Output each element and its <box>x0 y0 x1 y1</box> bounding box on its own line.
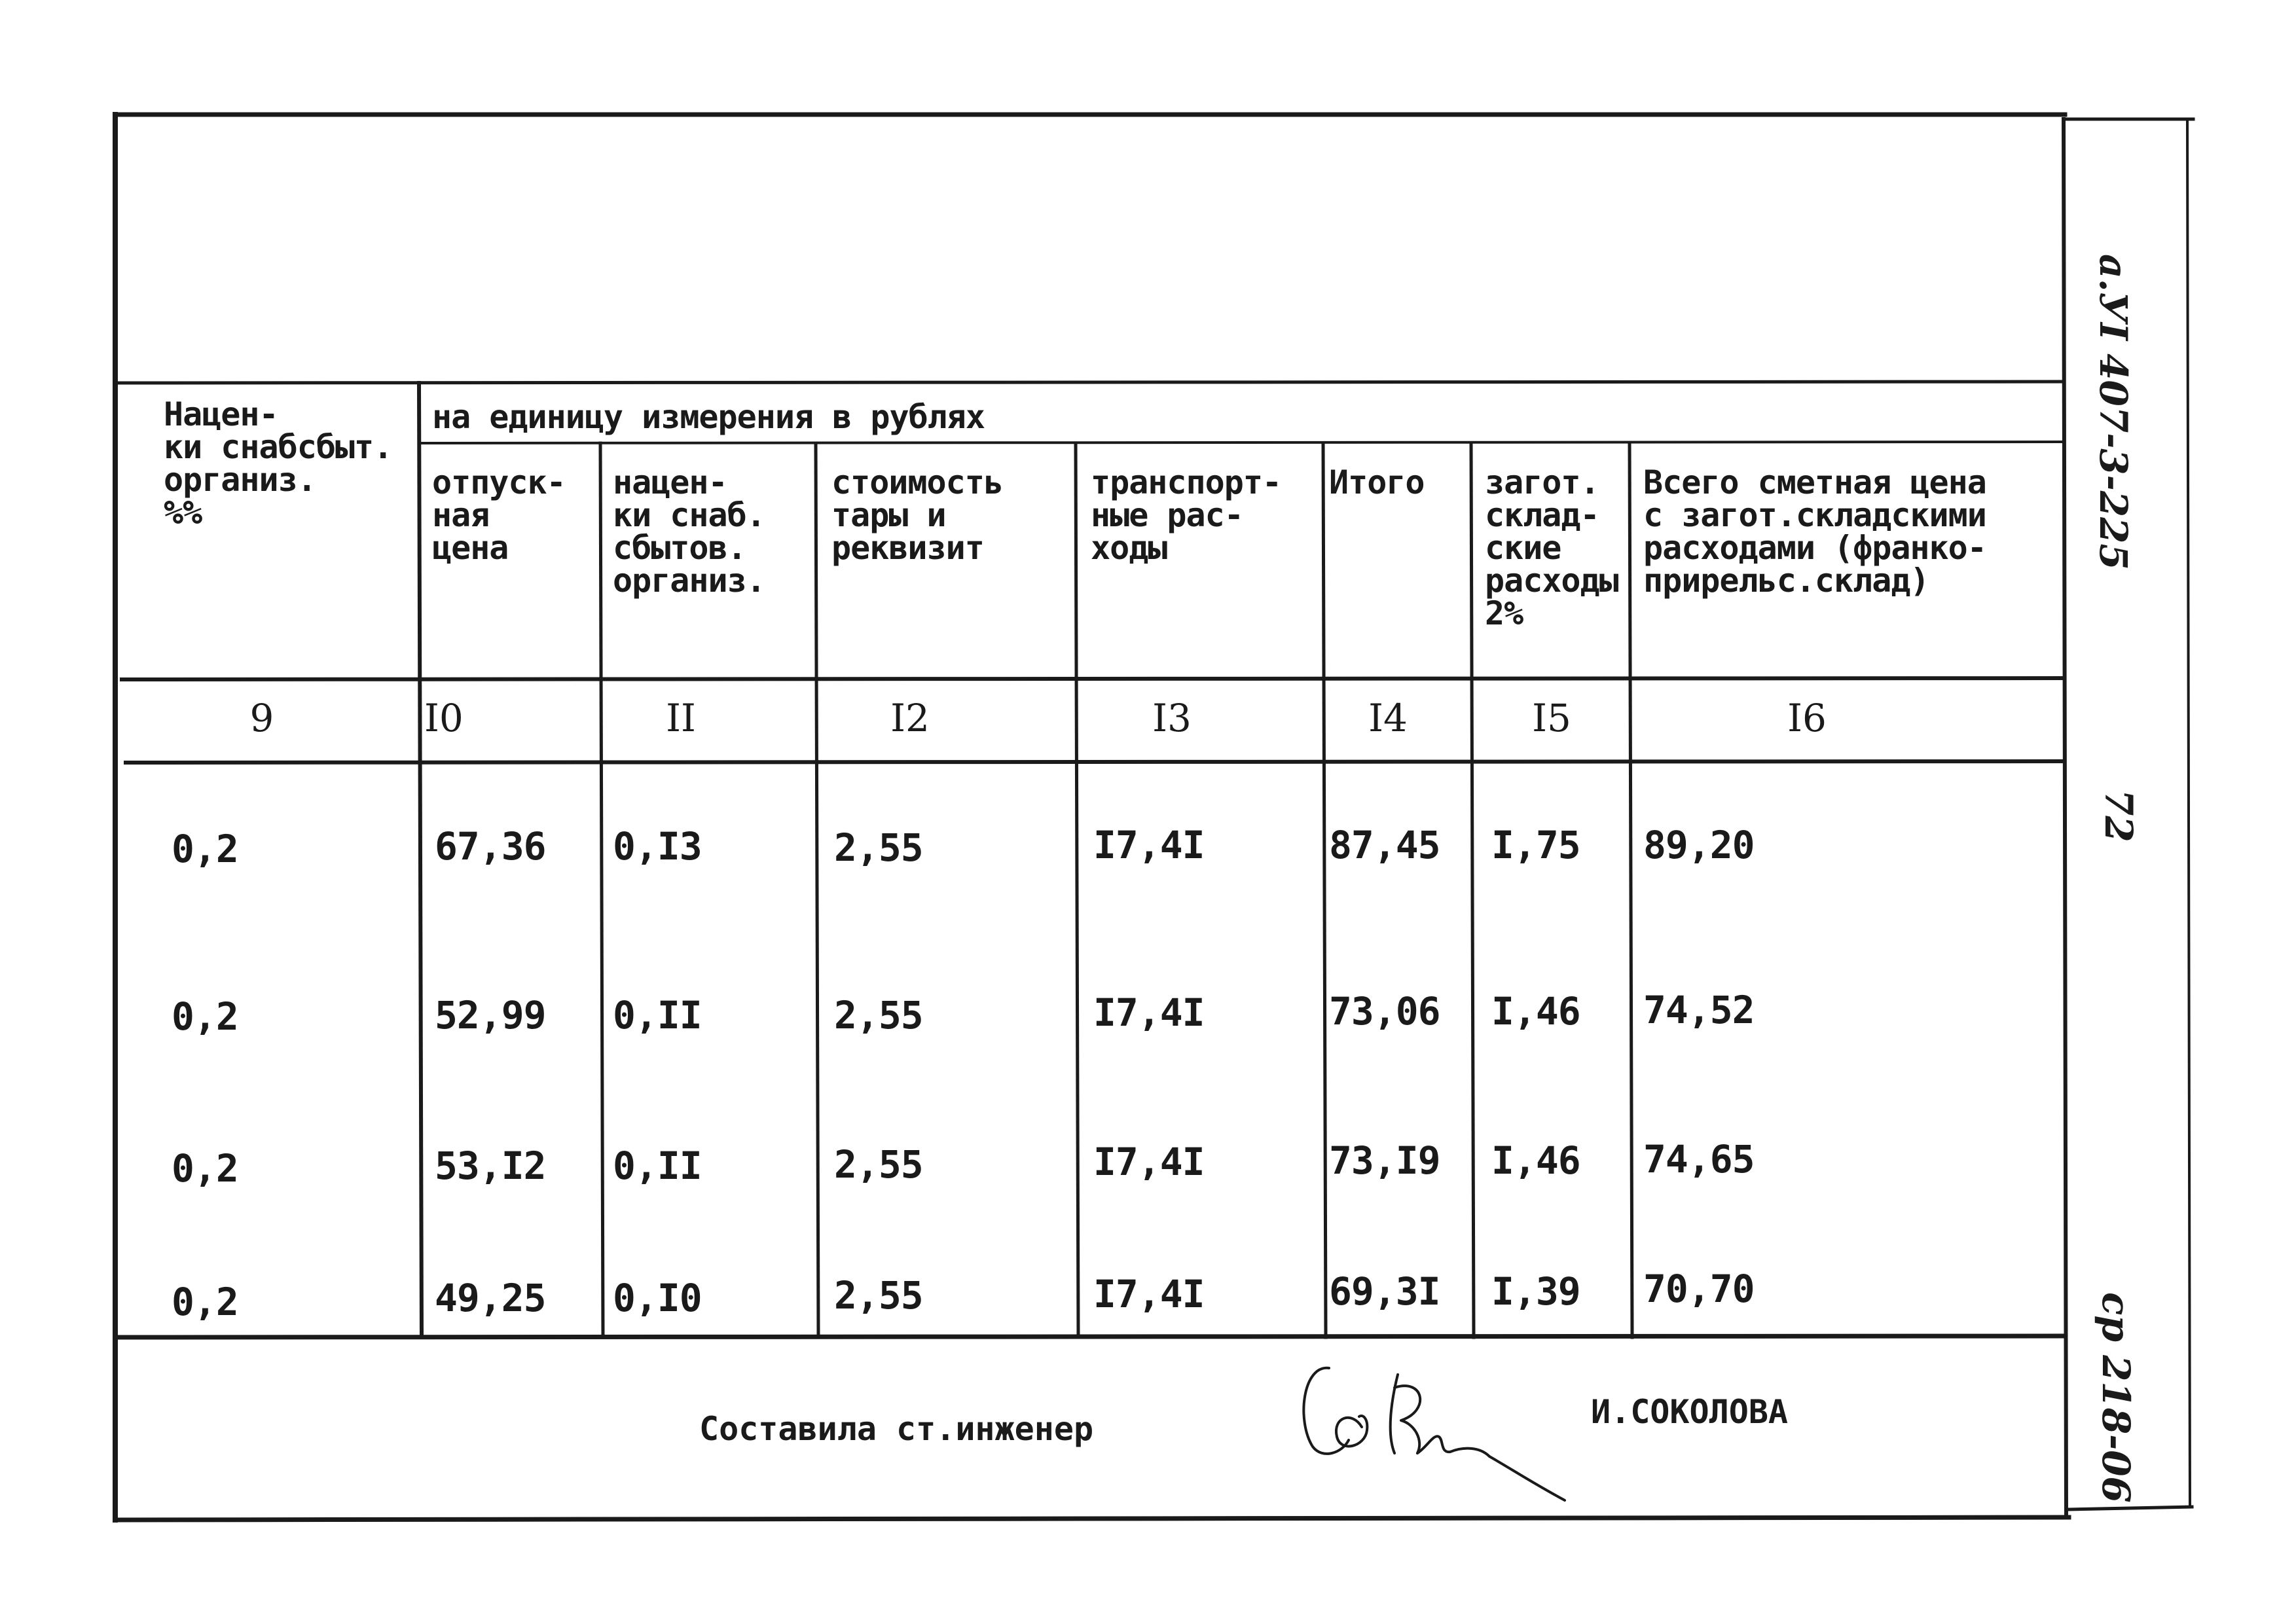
table-cell: 2,55 <box>834 1273 923 1318</box>
table-cell: I7,4I <box>1093 1140 1205 1184</box>
table-cell: I,46 <box>1491 989 1580 1034</box>
table-cell: 0,I0 <box>613 1276 702 1320</box>
table-cell: 49,25 <box>435 1276 546 1320</box>
registry-label: ср 218-06 <box>2094 1292 2138 1503</box>
header-total-estimate-price: Всего сметная цена с загот.складскими расходами (франко- прирельс.склад) <box>1643 463 1986 600</box>
table-cell: I7,4I <box>1093 990 1205 1035</box>
header-container-cost: стоимость тары и реквизит <box>831 463 1003 567</box>
column-number: II <box>666 696 696 740</box>
table-cell: 73,I9 <box>1329 1138 1440 1183</box>
table-cell: 74,65 <box>1643 1137 1755 1182</box>
table-cell: 70,70 <box>1643 1267 1755 1311</box>
table-cell: 0,II <box>613 1144 702 1188</box>
column-number: 9 <box>249 696 274 740</box>
column-number: I4 <box>1368 696 1408 740</box>
page-number: 72 <box>2096 789 2141 842</box>
column-number: I5 <box>1532 696 1571 740</box>
header-total: Итого <box>1329 463 1425 501</box>
table-cell: 74,52 <box>1643 988 1755 1032</box>
table-cell: 67,36 <box>435 824 546 869</box>
signature <box>1283 1348 1597 1506</box>
table-cell: 73,06 <box>1329 989 1440 1034</box>
header-release-price: отпуск- ная цена <box>432 463 566 567</box>
table-cell: 0,2 <box>172 827 238 871</box>
column-number: I3 <box>1152 696 1192 740</box>
table-cell: 0,2 <box>172 1280 238 1324</box>
table-cell: I,39 <box>1491 1269 1580 1314</box>
compiled-by-label: Составила ст.инженер <box>699 1410 1094 1448</box>
table-cell: 0,I3 <box>613 824 702 869</box>
header-supply-markup: нацен- ки снаб. сбытов. организ. <box>613 463 765 600</box>
header-warehouse-costs: загот. склад- ские расходы 2% <box>1485 463 1618 632</box>
table-cell: I,46 <box>1491 1138 1580 1183</box>
table-cell: I7,4I <box>1093 1272 1205 1316</box>
column-number: I2 <box>890 696 930 740</box>
table-cell: 0,2 <box>172 1146 238 1191</box>
table-cell: 89,20 <box>1643 823 1755 867</box>
table-cell: 2,55 <box>834 993 923 1038</box>
table-cell: 0,II <box>613 993 702 1038</box>
table-cell: 53,I2 <box>435 1144 546 1188</box>
column-number: I6 <box>1787 696 1827 740</box>
table-cell: 87,45 <box>1329 823 1440 867</box>
table-cell: I7,4I <box>1093 823 1205 867</box>
header-group-per-unit: на единицу измерения в рублях <box>432 398 985 436</box>
header-transport-costs: транспорт- ные рас- ходы <box>1091 463 1282 567</box>
table-cell: 2,55 <box>834 1142 923 1187</box>
compiler-name: И.СОКОЛОВА <box>1591 1393 1789 1431</box>
table-cell: I,75 <box>1491 823 1580 867</box>
table-cell: 2,55 <box>834 825 923 870</box>
document-code-label: а.УI 407-3-225 <box>2091 254 2136 570</box>
table-cell: 52,99 <box>435 993 546 1038</box>
table-cell: 0,2 <box>172 994 238 1039</box>
header-markup-percent: Нацен- ки снабсбыт. организ. %% <box>164 395 393 532</box>
column-number: I0 <box>424 696 464 740</box>
table-cell: 69,3I <box>1329 1269 1440 1314</box>
